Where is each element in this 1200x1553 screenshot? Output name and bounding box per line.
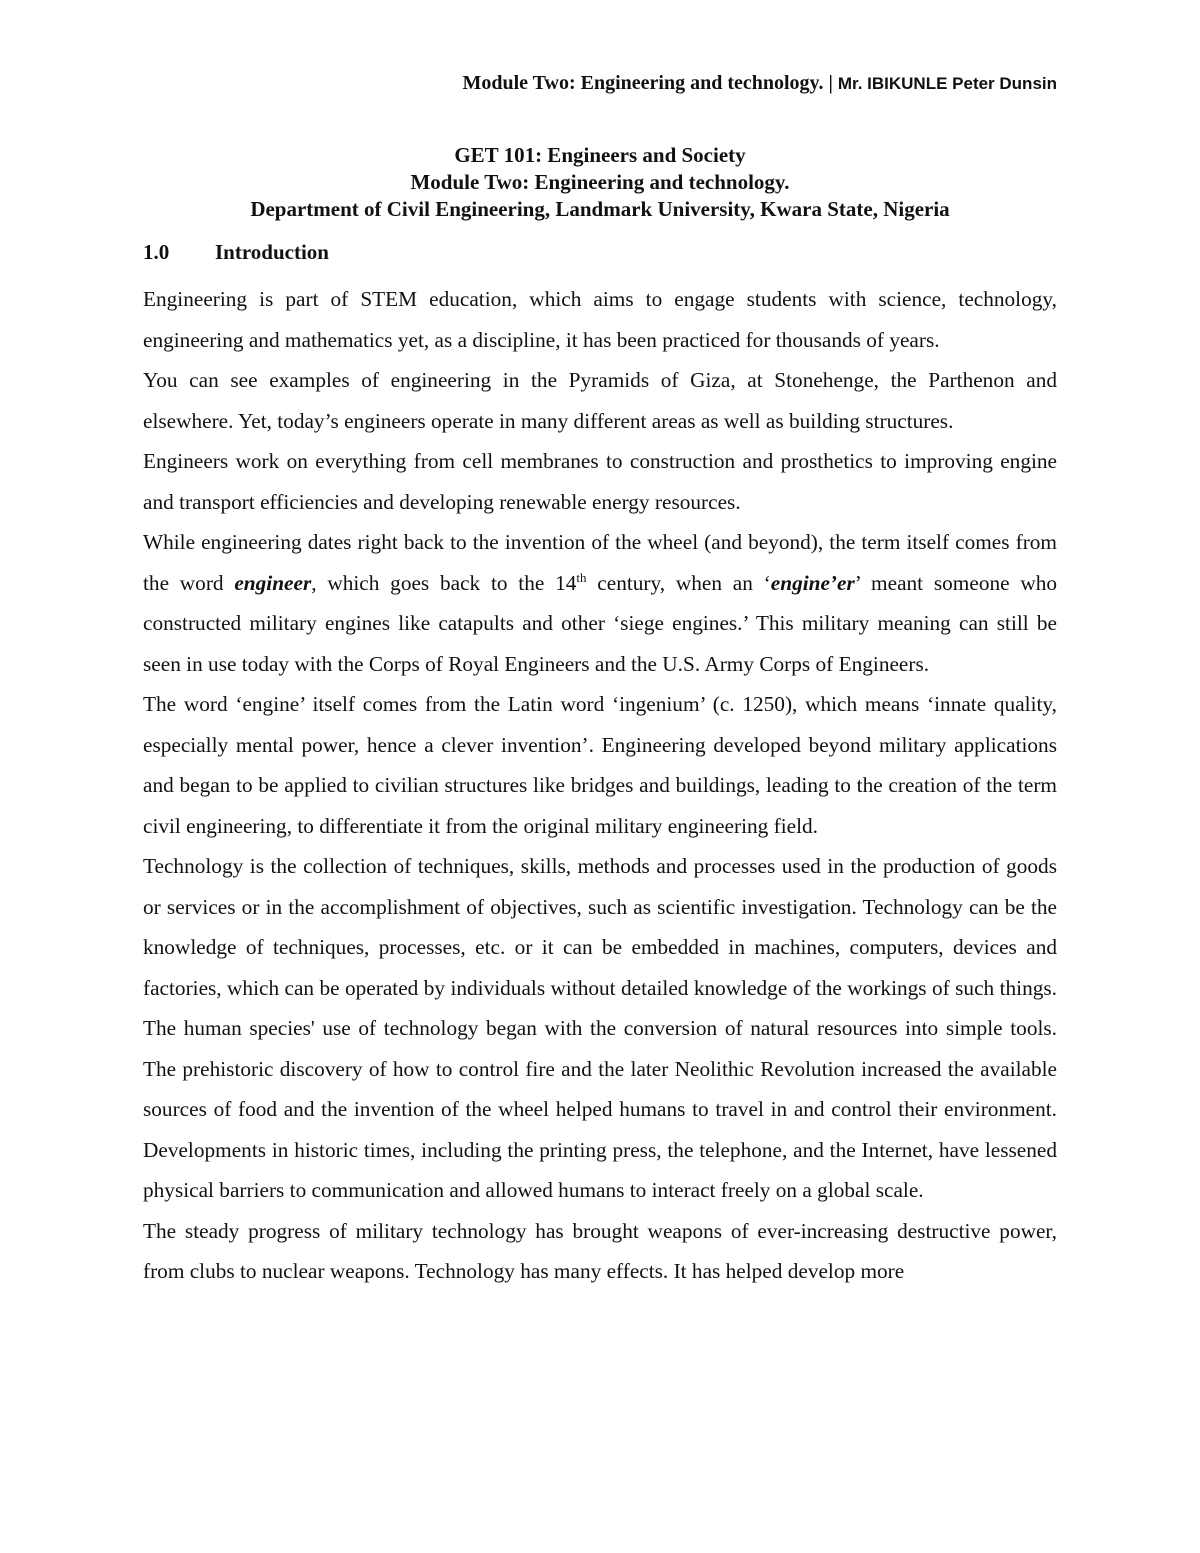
header-author: Mr. IBIKUNLE Peter Dunsin	[837, 74, 1057, 93]
body-text	[143, 279, 1057, 1292]
section-title: Introduction	[215, 240, 329, 264]
p4-text-a: While engineering dates right back to the invention of the wheel (and beyond), the term itself comes from the word	[143, 530, 1057, 595]
p4-term-engine-er: engine’er	[770, 570, 855, 595]
running-header	[462, 72, 1057, 95]
section-heading	[143, 240, 329, 265]
paragraph-1: Engineering is part of STEM education, which aims to engage students with science, technology, engineering and mathematics yet, as a discipline, it has been practiced for thousands of years.	[143, 287, 1057, 352]
section-number: 1.0	[143, 240, 170, 264]
p4-text-g: ’ meant someone who constructed military engines like catapults and other ‘siege engines.’ This military meaning can still be seen in use today with the Corps of Royal Engineers and the U.S. Army Corps of Engineers.	[143, 570, 1058, 676]
paragraph-3: Engineers work on everything from cell membranes to construction and prosthetics to improving engine and transport efficiencies and developing renewable energy resources.	[143, 449, 1057, 514]
document-title-block	[0, 142, 1200, 223]
header-module-title: Module Two: Engineering and technology. |	[462, 72, 833, 94]
department-line: Department of Civil Engineering, Landmark University, Kwara State, Nigeria	[250, 197, 950, 221]
p4-term-engineer: engineer	[234, 570, 312, 595]
paragraph-5: The word ‘engine’ itself comes from the Latin word ‘ingenium’ (c. 1250), which means ‘innate quality, especially mental power, hence a clever invention’. Engineering developed beyond military applications and began to be applied to civilian structures like bridges and buildings, leading to the creation of the term civil engineering, to differentiate it from the original military engineering field.	[143, 692, 1057, 838]
p4-superscript: th	[576, 569, 587, 585]
p4-text-e: century, when an ‘	[586, 570, 771, 595]
module-title: Module Two: Engineering and technology.	[410, 170, 790, 194]
p4-text-c: , which goes back to the 14	[311, 570, 577, 595]
paragraph-7: The steady progress of military technology has brought weapons of ever-increasing destructive power, from clubs to nuclear weapons. Technology has many effects. It has helped develop more	[143, 1218, 1057, 1283]
paragraph-4	[143, 522, 1057, 684]
paragraph-2: You can see examples of engineering in the Pyramids of Giza, at Stonehenge, the Parthenon and elsewhere. Yet, today’s engineers operate in many different areas as well as building structures.	[143, 368, 1057, 433]
course-title: GET 101: Engineers and Society	[454, 143, 746, 167]
paragraph-6: Technology is the collection of techniques, skills, methods and processes used in the production of goods or services or in the accomplishment of objectives, such as scientific investigation. Technology can be the knowledge of techniques, processes, etc. or it can be embedded in machines, computers, devices and factories, which can be operated by individuals without detailed knowledge of the workings of such things. The human species' use of technology began with the conversion of natural resources into simple tools. The prehistoric discovery of how to control fire and the later Neolithic Revolution increased the available sources of food and the invention of the wheel helped humans to travel in and control their environment. Developments in historic times, including the printing press, the telephone, and the Internet, have lessened physical barriers to communication and allowed humans to interact freely on a global scale.	[143, 854, 1057, 1202]
